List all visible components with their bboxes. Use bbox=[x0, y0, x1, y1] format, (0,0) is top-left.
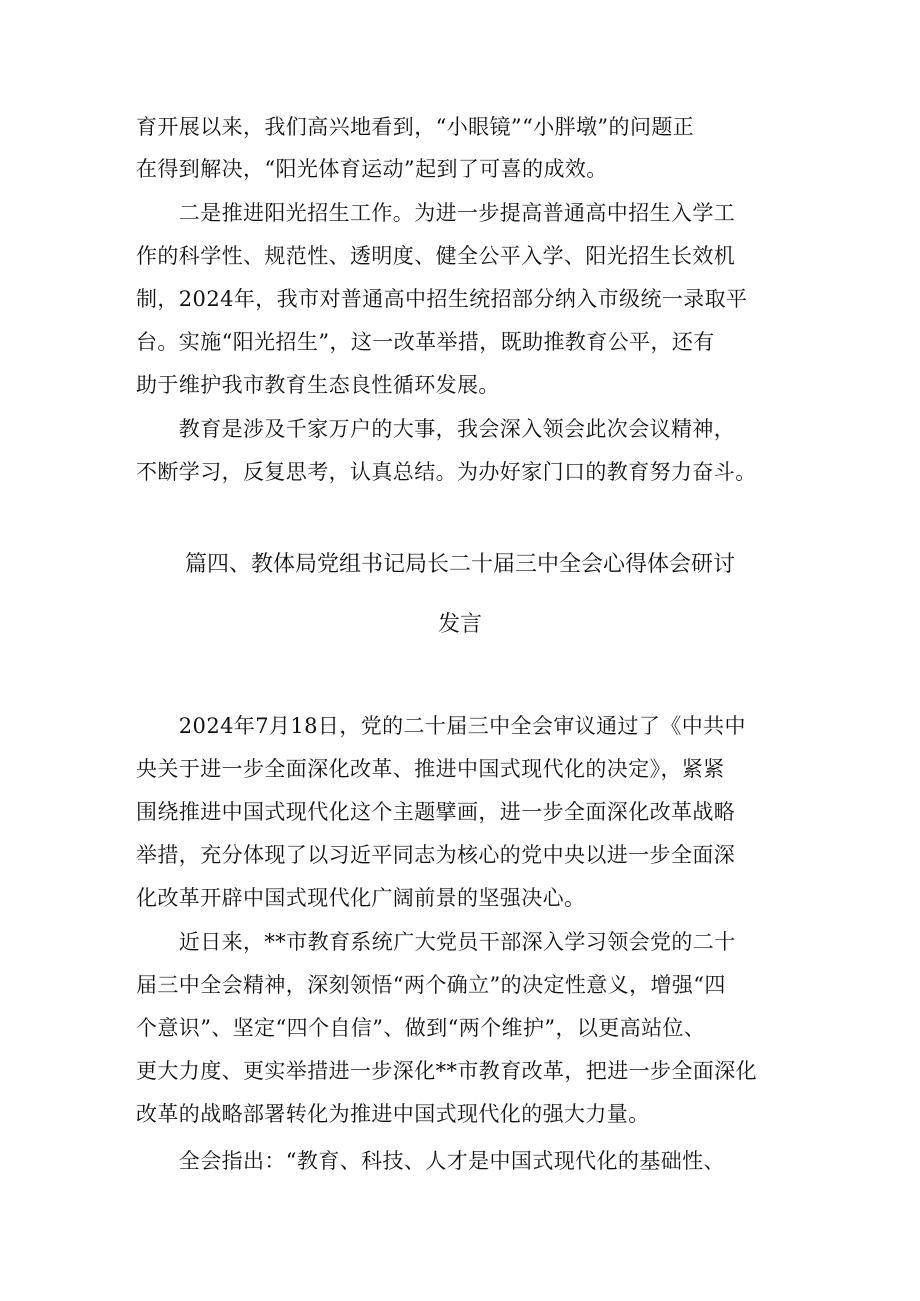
text-line: 央关于进一步全面深化改革、推进中国式现代化的决定》，紧紧 bbox=[136, 757, 725, 781]
text-line: 全会指出：“教育、科技、人才是中国式现代化的基础性、 bbox=[136, 1149, 725, 1173]
text-line: 围绕推进中国式现代化这个主题擘画，进一步全面深化改革战略 bbox=[136, 800, 736, 824]
text-line: 2024年7月18日，党的二十届三中全会审议通过了《中共中 bbox=[136, 714, 746, 738]
text-line: 个意识”、坚定“四个自信”、做到“两个维护”，以更高站位、 bbox=[136, 1016, 706, 1040]
text-line: 助于维护我市教育生态良性循环发展。 bbox=[136, 373, 500, 397]
text-line: 育开展以来，我们高兴地看到，“小眼镜”“小胖墩”的问题正 bbox=[136, 115, 695, 139]
section-heading: 篇四、教体局党组书记局长二十届三中全会心得体会研讨 bbox=[184, 552, 735, 577]
text-line: 在得到解决，“阳光体育运动”起到了可喜的成效。 bbox=[136, 157, 608, 181]
text-line: 作的科学性、规范性、透明度、健全公平入学、阳光招生长效机 bbox=[136, 244, 736, 268]
text-line: 改革的战略部署转化为推进中国式现代化的强大力量。 bbox=[136, 1102, 650, 1126]
text-line: 化改革开辟中国式现代化广阔前景的坚强决心。 bbox=[136, 886, 586, 910]
text-line: 教育是涉及千家万户的大事，我会深入领会此次会议精神， bbox=[136, 417, 736, 441]
text-line: 更大力度、更实举措进一步深化**市教育改革，把进一步全面深化 bbox=[136, 1059, 757, 1083]
text-line: 台。实施“阳光招生”，这一改革举措，既助推教育公平，还有 bbox=[136, 330, 715, 354]
section-heading-continued: 发言 bbox=[437, 612, 482, 637]
text-line: 不断学习，反复思考，认真总结。为办好家门口的教育努力奋斗。 bbox=[136, 460, 757, 484]
text-line: 二是推进阳光招生工作。为进一步提高普通高中招生入学工 bbox=[136, 201, 736, 225]
text-line: 制，2024年，我市对普通高中招生统招部分纳入市级统一录取平 bbox=[136, 287, 748, 311]
text-line: 近日来，**市教育系统广大党员干部深入学习领会党的二十 bbox=[136, 930, 736, 954]
text-line: 届三中全会精神，深刻领悟“两个确立”的决定性意义，增强“四 bbox=[136, 973, 726, 997]
text-line: 举措，充分体现了以习近平同志为核心的党中央以进一步全面深 bbox=[136, 843, 736, 867]
